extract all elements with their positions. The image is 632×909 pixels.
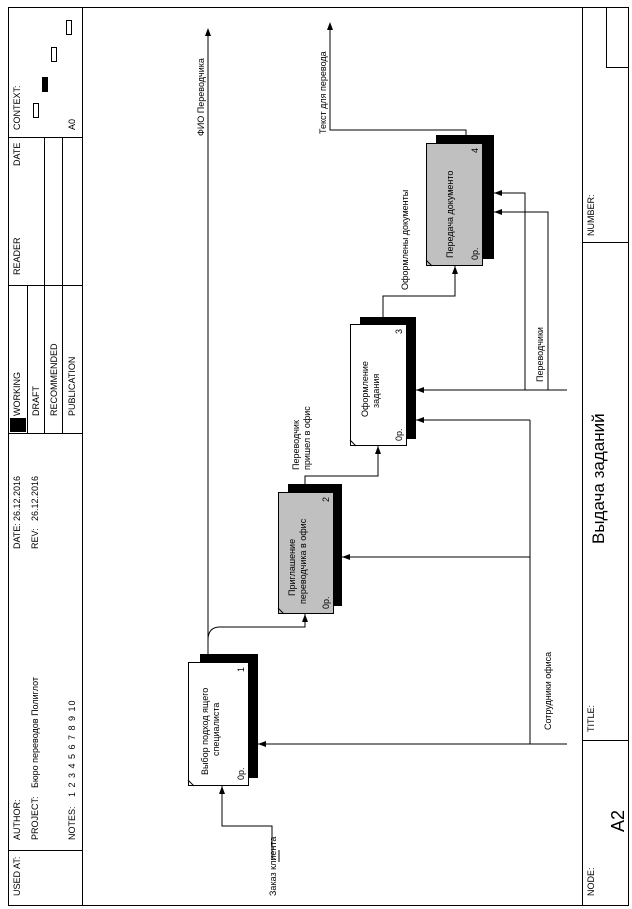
label-output-fio: ФИО Переводчика xyxy=(196,58,206,136)
activity-4-op: 0р. xyxy=(470,247,480,260)
arrow-mech-to-4-upper xyxy=(494,193,525,390)
date-value: 26.12.2016 xyxy=(12,475,22,521)
activity-4-name: Передача документо xyxy=(445,170,455,258)
label-output-text: Текст для перевода xyxy=(318,51,328,134)
arrowhead-mech-2 xyxy=(342,554,350,560)
sheet-frame xyxy=(9,8,629,906)
arrowhead-text xyxy=(327,22,333,30)
activity-4-number: 4 xyxy=(470,147,480,153)
used-at-label: USED AT: xyxy=(12,856,22,896)
activity-box-1 xyxy=(188,654,258,786)
arrow-1-to-2 xyxy=(208,614,305,640)
node-value: A2 xyxy=(608,809,628,832)
project-value: Бюро переводов Полиглот xyxy=(30,676,40,788)
label-mech-staff: Сотрудники офиса xyxy=(543,651,553,730)
label-mech-translators: Переводчики xyxy=(535,327,545,382)
context-node: A0 xyxy=(67,118,77,130)
date-column-label: DATE xyxy=(12,142,22,166)
arrowhead-fio xyxy=(205,28,211,36)
number-label: NUMBER: xyxy=(586,194,596,236)
working-status-marker xyxy=(10,418,26,432)
label-translator-arrived-line1: Переводчик xyxy=(291,420,301,470)
activity-2-number: 2 xyxy=(321,496,331,502)
activity-3-name-line2: задания xyxy=(371,373,381,408)
activity-box-3 xyxy=(350,317,416,446)
node-label: NODE: xyxy=(586,867,596,896)
label-translator-arrived-line2: пришел в офис xyxy=(302,406,312,470)
rev-label: REV: xyxy=(30,528,40,549)
label-docs-issued: Оформлены документы xyxy=(400,189,410,290)
activity-box-4 xyxy=(426,135,494,266)
arrowhead-mech-4a xyxy=(494,209,502,215)
activity-1-op: 0р. xyxy=(236,767,246,780)
activity-1-name-line1: Выбор подход ящего xyxy=(200,687,210,775)
arrowhead-mech-3a xyxy=(416,417,424,423)
status-working: WORKING xyxy=(12,372,22,416)
activity-2-op: 0р. xyxy=(321,596,331,609)
rev-value: 26.12.2016 xyxy=(30,475,40,521)
project-label: PROJECT: xyxy=(30,796,40,840)
date-label: DATE: xyxy=(12,523,22,549)
notes-numbers: 1 2 3 4 5 6 7 8 9 10 xyxy=(67,699,77,797)
arrowhead-to-2 xyxy=(302,614,308,622)
status-publication: PUBLICATION xyxy=(67,356,77,416)
activity-1-number: 1 xyxy=(236,666,246,672)
activity-3-op: 0р. xyxy=(394,428,404,441)
arrowhead-to-3 xyxy=(375,446,381,454)
status-recommended: RECOMMENDED xyxy=(49,343,59,416)
author-label: AUTHOR: xyxy=(12,799,22,840)
reader-label: READER xyxy=(12,237,22,275)
context-thumbnail xyxy=(34,21,72,118)
arrowhead-input xyxy=(219,786,225,794)
arrowhead-mech-1 xyxy=(258,741,266,747)
arrowhead-mech-3b xyxy=(416,387,424,393)
context-label: CONTEXT: xyxy=(12,85,22,130)
arrowhead-mech-4b xyxy=(494,190,502,196)
arrow-3-to-4 xyxy=(383,266,455,324)
title-label: TITLE: xyxy=(586,704,596,732)
activity-2-name-line1: Приглашение xyxy=(287,538,297,596)
notes-label: NOTES: xyxy=(67,806,77,840)
activity-3-number: 3 xyxy=(394,328,404,334)
arrow-output-text xyxy=(330,28,466,143)
activity-3-name-line1: Оформление xyxy=(360,361,370,417)
title-value: Выдача заданий xyxy=(589,413,608,544)
arrow-input-order xyxy=(222,786,272,860)
activity-2-name-line2: переводчика в офис xyxy=(298,518,308,604)
status-draft: DRAFT xyxy=(31,386,41,416)
label-input-order: Заказ клиента xyxy=(268,836,278,896)
activity-box-2 xyxy=(278,484,342,614)
arrowhead-to-4 xyxy=(452,266,458,274)
activity-1-name-line2: специалиста xyxy=(211,702,221,756)
